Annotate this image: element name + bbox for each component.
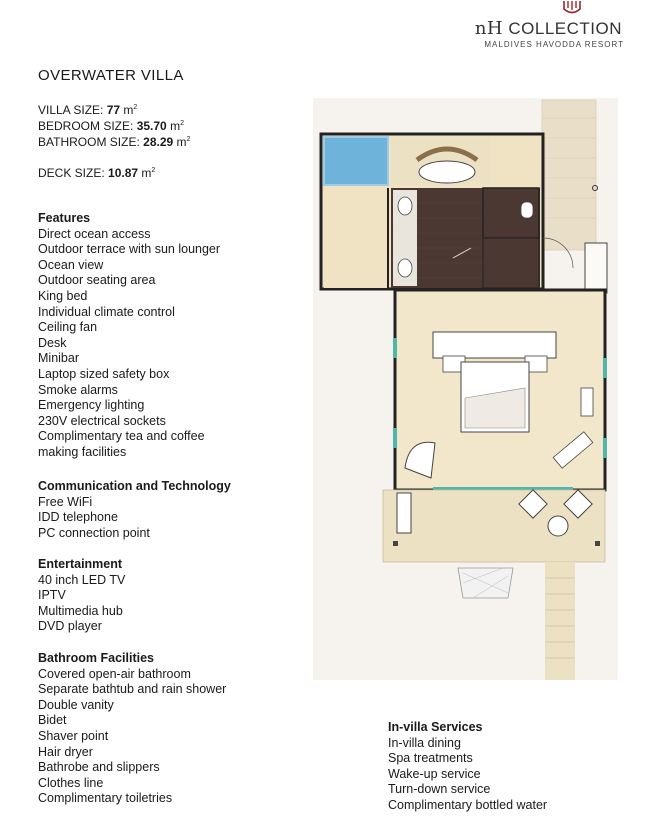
list-item: Desk — [38, 335, 67, 350]
list-item: Separate bathtub and rain shower — [38, 682, 227, 697]
deck-size-label: DECK SIZE: — [38, 166, 105, 180]
bedroom-size-sup: 2 — [180, 120, 184, 127]
list-item: Turn-down service — [388, 782, 491, 797]
list-item: Laptop sized safety box — [38, 366, 170, 381]
list-item: Wake-up service — [388, 766, 481, 781]
services-list — [388, 736, 547, 814]
window — [603, 358, 607, 378]
brand-word: COLLECTION — [508, 19, 622, 38]
sun-lounger-icon — [397, 493, 411, 533]
list-item: Bidet — [38, 713, 67, 728]
deck-size-unit: m — [141, 166, 152, 180]
window — [603, 438, 607, 458]
bathroom-size-sup: 2 — [186, 136, 191, 143]
list-item: Outdoor terrace with sun lounger — [38, 242, 221, 257]
plunge-pool — [324, 137, 388, 185]
villa-size-label: VILLA SIZE: — [38, 103, 104, 117]
list-item: Bathrobe and slippers — [38, 760, 160, 775]
deck-size-value: 10.87 — [108, 166, 139, 180]
list-item: PC connection point — [38, 525, 150, 540]
bathroom-heading: Bathroom Facilities — [38, 651, 154, 665]
sink-icon — [398, 197, 412, 215]
list-item: Ocean view — [38, 257, 104, 272]
page-title: OVERWATER VILLA — [38, 67, 184, 84]
list-item: Outdoor seating area — [38, 273, 156, 288]
sink-icon — [398, 259, 412, 277]
communication-heading: Communication and Technology — [38, 479, 231, 493]
entry-stoop — [585, 243, 607, 293]
dressing-area — [324, 188, 388, 288]
list-item: Free WiFi — [38, 494, 93, 509]
entertainment-heading: Entertainment — [38, 557, 123, 571]
deck-size — [38, 166, 155, 180]
tv-unit — [581, 388, 593, 416]
services-section — [388, 720, 547, 814]
shower-area — [483, 238, 539, 288]
list-item: Minibar — [38, 351, 79, 366]
list-item: IDD telephone — [38, 510, 118, 525]
list-item: Ceiling fan — [38, 320, 98, 335]
villa-size — [38, 101, 190, 117]
bathroom-size — [38, 133, 190, 149]
list-item: Complimentary tea and coffee — [38, 429, 205, 444]
list-item: In-villa dining — [388, 735, 461, 750]
services-heading: In-villa Services — [388, 720, 483, 734]
list-item: 40 inch LED TV — [38, 572, 126, 587]
list-item: making facilities — [38, 444, 127, 459]
ladder — [545, 562, 575, 680]
entertainment-list — [38, 573, 125, 635]
deck-size-sup: 2 — [151, 167, 156, 174]
list-item: DVD player — [38, 619, 102, 634]
list-item: Covered open-air bathroom — [38, 666, 191, 681]
brand-name — [475, 18, 622, 39]
list-item: Clothes line — [38, 775, 104, 790]
list-item: Spa treatments — [388, 751, 473, 766]
bathtub-icon — [419, 161, 475, 183]
bathroom-size-value: 28.29 — [143, 135, 174, 149]
list-item: King bed — [38, 288, 88, 303]
brand-prefix: nH — [474, 18, 504, 39]
list-item: Complimentary bottled water — [388, 797, 548, 812]
window — [393, 338, 397, 358]
features-heading: Features — [38, 211, 91, 225]
list-item: IPTV — [38, 588, 66, 603]
list-item: Smoke alarms — [38, 382, 118, 397]
list-item: Direct ocean access — [38, 226, 151, 241]
bathroom-list — [38, 667, 226, 807]
bedroom-size — [38, 117, 190, 133]
villa-size-sup: 2 — [133, 104, 138, 111]
communication-section — [38, 479, 231, 541]
list-item: Hair dryer — [38, 744, 93, 759]
walkway-top — [542, 100, 596, 250]
list-item: Complimentary toiletries — [38, 791, 173, 806]
brand-subtitle: MALDIVES HAVODDA RESORT — [484, 40, 624, 49]
lotus-logo-icon — [562, 0, 582, 14]
entertainment-section — [38, 557, 125, 635]
list-item: Double vanity — [38, 697, 114, 712]
bedroom-size-label: BEDROOM SIZE: — [38, 119, 134, 133]
size-list — [38, 101, 190, 149]
toilet-icon — [521, 202, 533, 218]
bathroom-size-label: BATHROOM SIZE: — [38, 135, 140, 149]
communication-list — [38, 495, 231, 542]
window — [393, 428, 397, 448]
features-section — [38, 211, 220, 461]
villa-size-unit: m — [123, 103, 134, 117]
list-item: Emergency lighting — [38, 398, 145, 413]
list-item: Multimedia hub — [38, 603, 123, 618]
features-list — [38, 227, 220, 461]
bedroom-size-value: 35.70 — [136, 119, 167, 133]
list-item: Individual climate control — [38, 304, 175, 319]
bedroom-size-unit: m — [170, 119, 181, 133]
headboard — [433, 332, 556, 358]
villa-size-value: 77 — [106, 103, 121, 117]
list-item: 230V electrical sockets — [38, 413, 166, 428]
table-icon — [548, 516, 568, 536]
bathroom-section — [38, 651, 226, 807]
list-item: Shaver point — [38, 728, 109, 743]
bathroom-size-unit: m — [176, 135, 187, 149]
villa-floor-plan — [313, 98, 618, 680]
